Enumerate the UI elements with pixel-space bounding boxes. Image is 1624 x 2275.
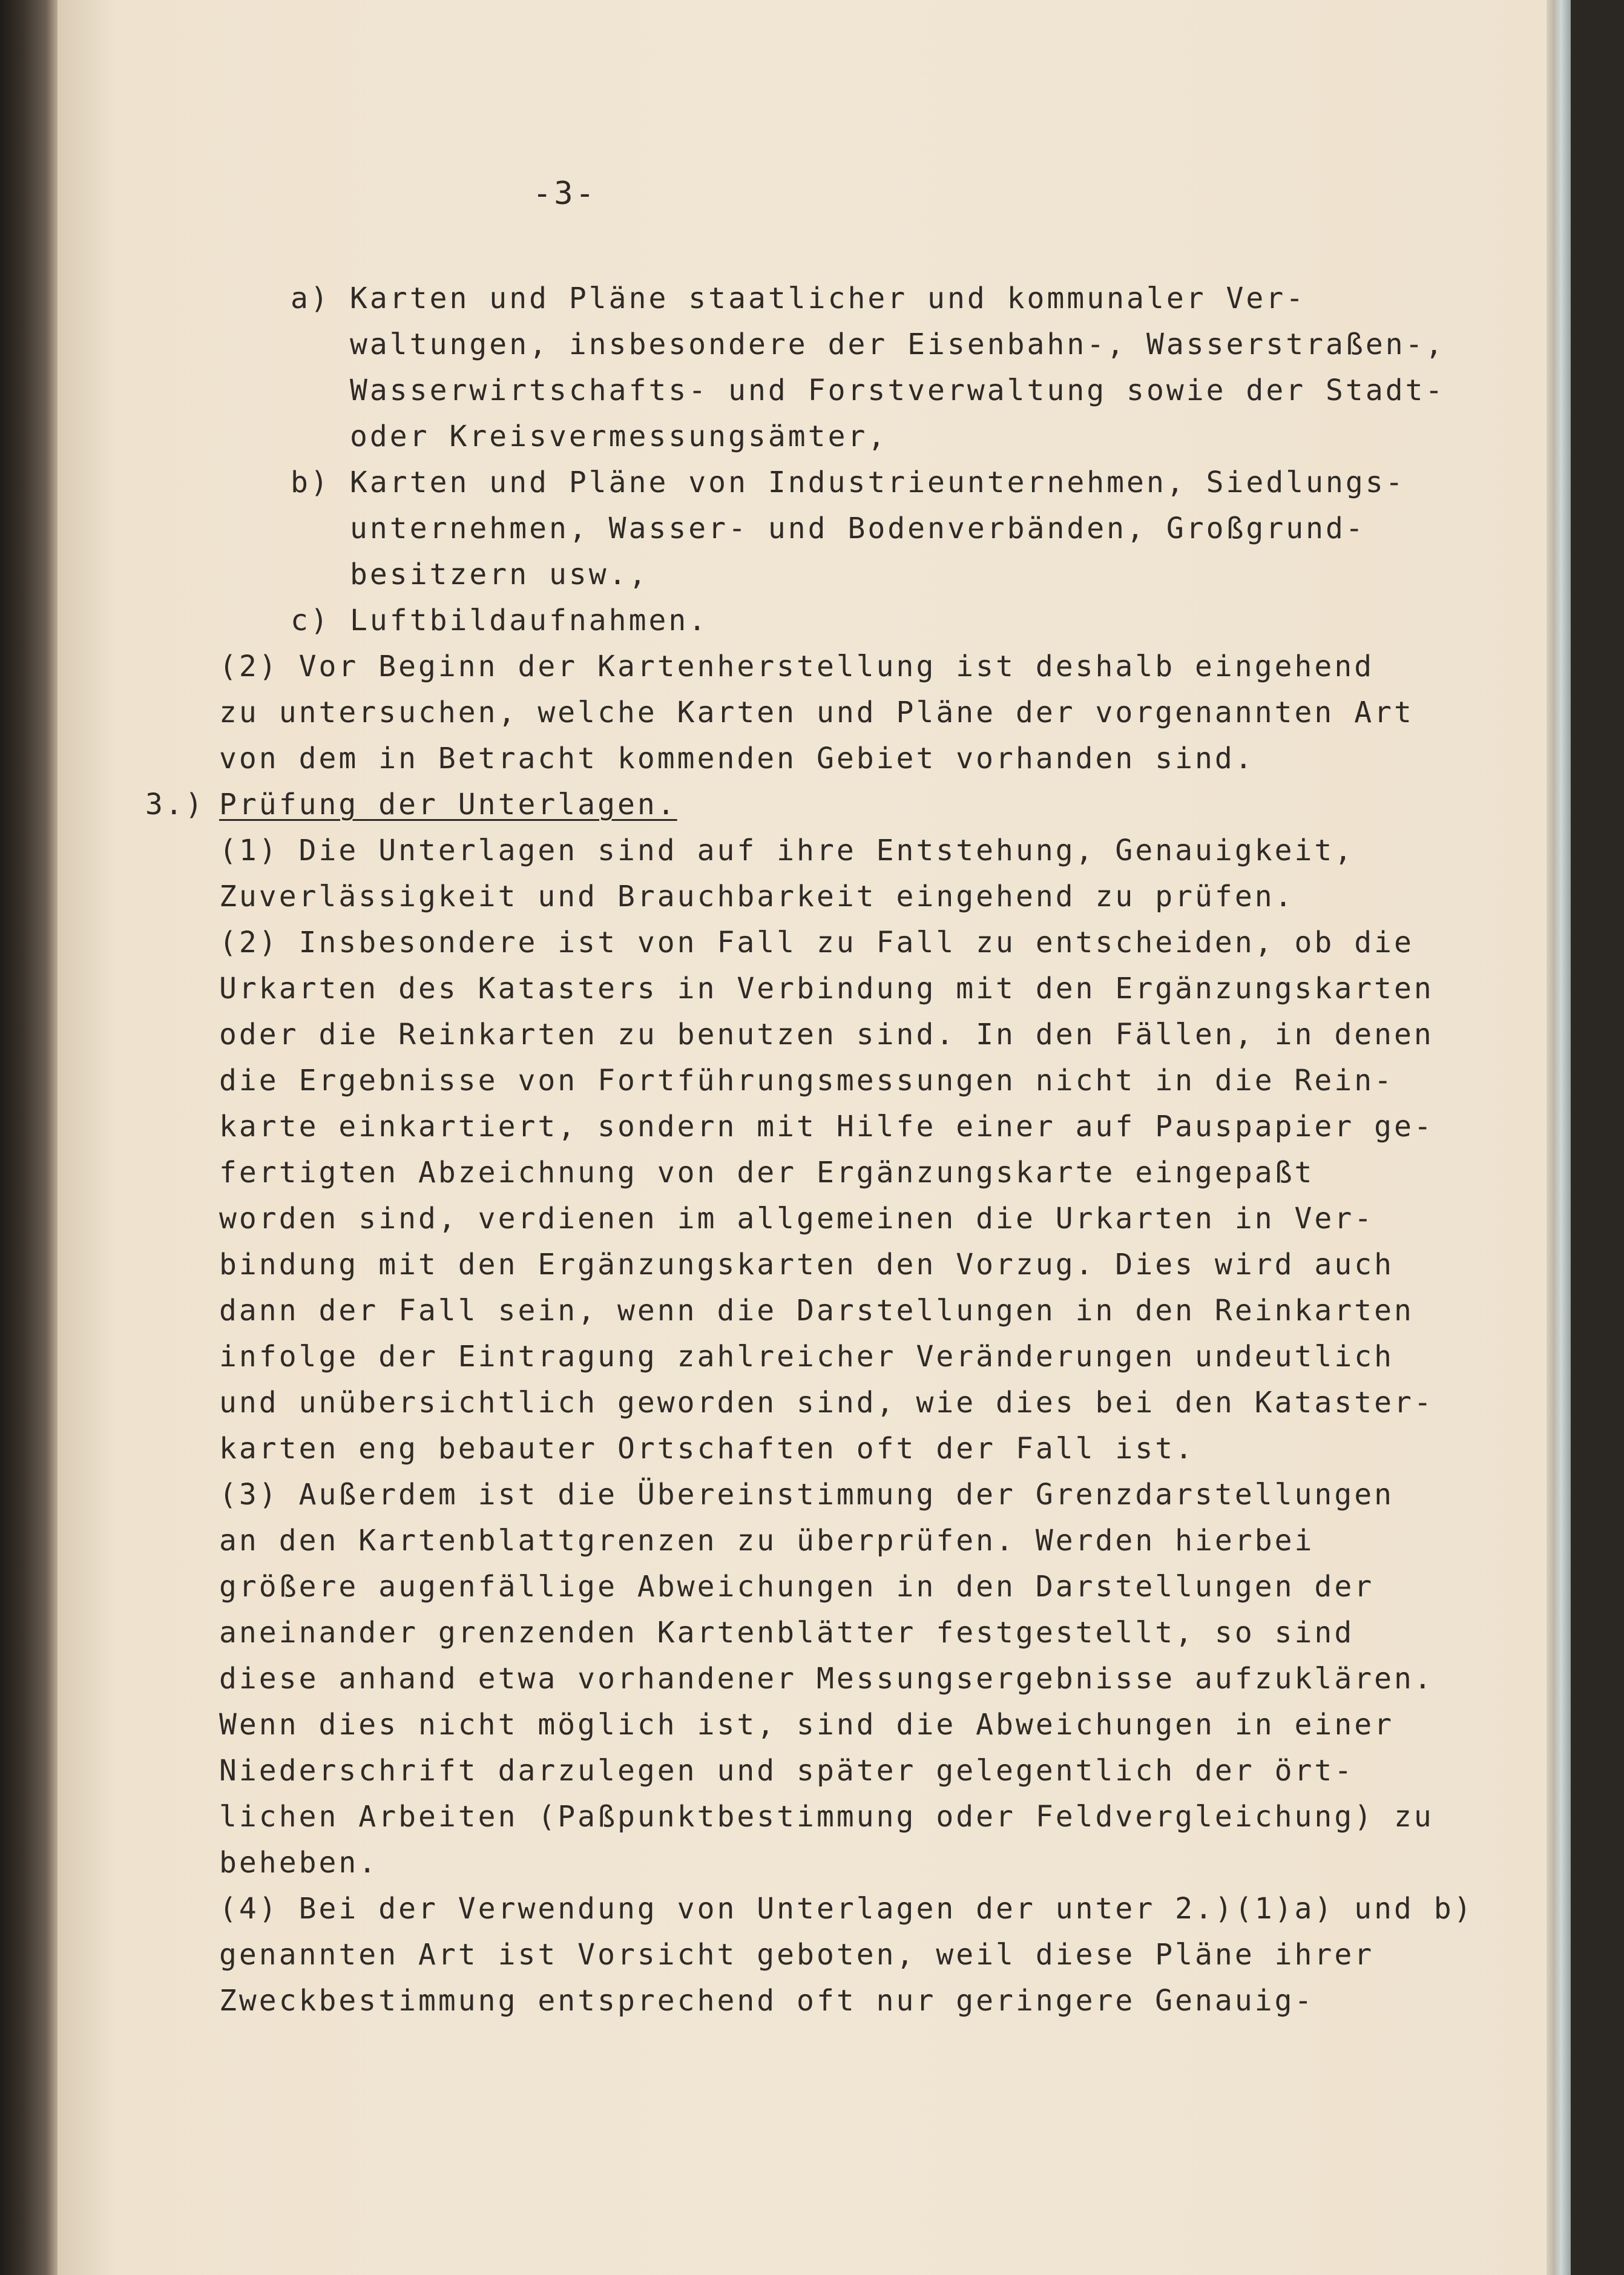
page-number: -3- — [533, 176, 597, 212]
section-3-p3-line: größere augenfällige Abweichungen in den Darstellungen der — [219, 1570, 1375, 1604]
section-3-p2-line: karten eng bebauter Ortschaften oft der Fall ist. — [219, 1432, 1195, 1466]
section-3-p2-line: oder die Reinkarten zu benutzen sind. In den Fällen, in denen — [219, 1018, 1434, 1052]
section-3-p2-line: dann der Fall sein, wenn die Darstellungen in den Reinkarten — [219, 1294, 1414, 1328]
section-3-p3-line: beheben. — [219, 1846, 379, 1880]
paragraph-2-line: (2) Vor Beginn der Kartenherstellung ist deshalb eingehend — [219, 650, 1375, 683]
list-item-b-line: besitzern usw., — [350, 558, 649, 591]
paragraph-2-line: zu untersuchen, welche Karten und Pläne der vorgenannten Art — [219, 696, 1414, 729]
section-heading: Prüfung der Unterlagen. — [219, 788, 677, 821]
section-3-p3-line: Wenn dies nicht möglich ist, sind die Abweichungen in einer — [219, 1708, 1395, 1742]
section-3-p2-line: (2) Insbesondere ist von Fall zu Fall zu entscheiden, ob die — [219, 926, 1414, 960]
section-3-p4-line: Zweckbestimmung entsprechend oft nur geringere Genauig- — [219, 1984, 1315, 2018]
section-3-p1-line: (1) Die Unterlagen sind auf ihre Entstehung, Genauigkeit, — [219, 834, 1355, 868]
section-3-p3-line: diese anhand etwa vorhandener Messungsergebnisse aufzuklären. — [219, 1662, 1434, 1696]
section-3-p2-line: karte einkartiert, sondern mit Hilfe einer auf Pauspapier ge- — [219, 1110, 1434, 1144]
section-3-p3-line: (3) Außerdem ist die Übereinstimmung der Grenzdarstellungen — [219, 1478, 1395, 1512]
list-item-b-line: Karten und Pläne von Industrieunternehmen, Siedlungs- — [350, 466, 1405, 499]
list-item-a-line: Wasserwirtschafts- und Forstverwaltung sowie der Stadt- — [350, 374, 1445, 407]
list-item-b-line: unternehmen, Wasser- und Bodenverbänden, Großgrund- — [350, 512, 1366, 545]
section-3-p4-line: genannten Art ist Vorsicht geboten, weil diese Pläne ihrer — [219, 1938, 1375, 1972]
section-number: 3.) — [145, 788, 205, 821]
list-item-a-line: oder Kreisvermessungsämter, — [350, 420, 888, 453]
list-item-c-label: c) — [291, 604, 330, 637]
list-item-a-label: a) — [291, 281, 330, 315]
list-item-b-label: b) — [291, 466, 330, 499]
list-item-a-line: Karten und Pläne staatlicher und kommunaler Ver- — [350, 281, 1306, 315]
section-3-p2-line: die Ergebnisse von Fortführungsmessungen nicht in die Rein- — [219, 1064, 1395, 1098]
section-3-p3-line: aneinander grenzenden Kartenblätter festgestellt, so sind — [219, 1616, 1355, 1650]
section-3-p2-line: fertigten Abzeichnung von der Ergänzungskarte eingepaßt — [219, 1156, 1315, 1190]
section-3-p2-line: und unübersichtlich geworden sind, wie dies bei den Kataster- — [219, 1386, 1434, 1420]
list-item-a-line: waltungen, insbesondere der Eisenbahn-, Wasserstraßen-, — [350, 328, 1445, 361]
section-3-p1-line: Zuverlässigkeit und Brauchbarkeit eingehend zu prüfen. — [219, 880, 1295, 914]
section-3-p3-line: an den Kartenblattgrenzen zu überprüfen. Werden hierbei — [219, 1524, 1315, 1558]
section-3-p2-line: Urkarten des Katasters in Verbindung mit den Ergänzungskarten — [219, 972, 1434, 1006]
section-3-p2-line: infolge der Eintragung zahlreicher Veränderungen undeutlich — [219, 1340, 1395, 1374]
paragraph-2-line: von dem in Betracht kommenden Gebiet vorhanden sind. — [219, 742, 1255, 775]
section-3-p4-line: (4) Bei der Verwendung von Unterlagen der unter 2.)(1)a) und b) — [219, 1892, 1474, 1926]
section-3-p2-line: worden sind, verdienen im allgemeinen die Urkarten in Ver- — [219, 1202, 1375, 1236]
section-3-p3-line: Niederschrift darzulegen und später gelegentlich der ört- — [219, 1754, 1355, 1788]
section-3-p2-line: bindung mit den Ergänzungskarten den Vorzug. Dies wird auch — [219, 1248, 1395, 1282]
section-3-p3-line: lichen Arbeiten (Paßpunktbestimmung oder Feldvergleichung) zu — [219, 1800, 1434, 1834]
list-item-c-line: Luftbildaufnahmen. — [350, 604, 709, 637]
